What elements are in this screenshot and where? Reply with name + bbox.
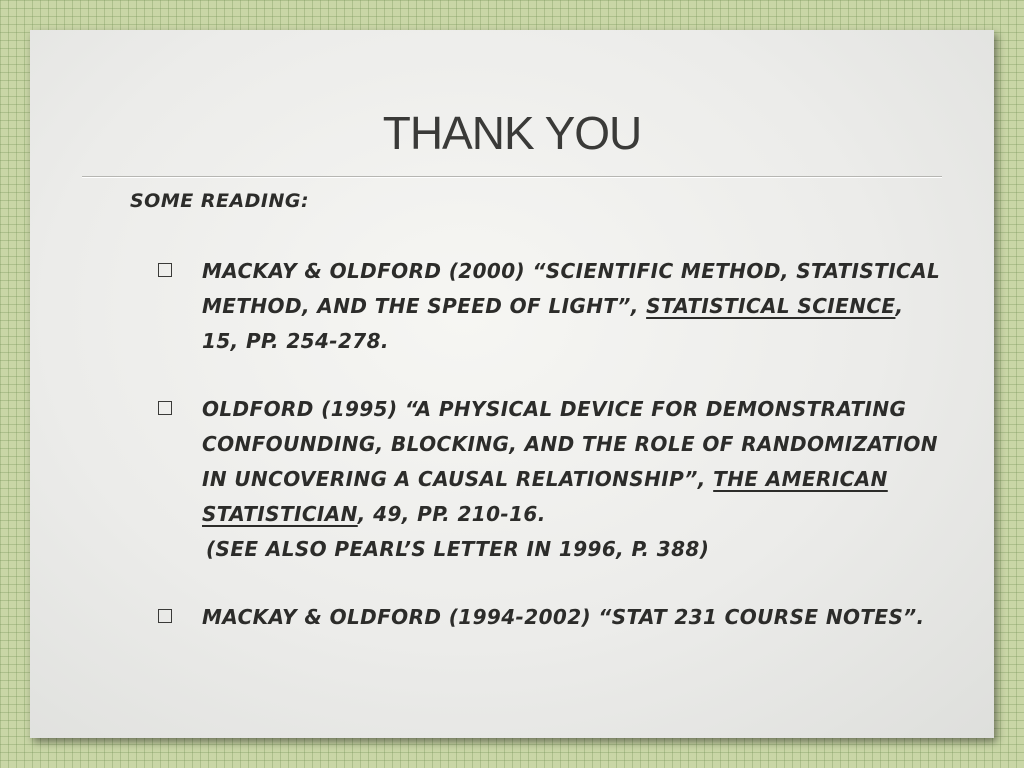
reading-heading: SOME READING:	[130, 190, 310, 212]
reference-2-journal: THE AMERICAN STATISTICIAN	[202, 467, 888, 526]
reference-2-details: , 49, PP. 210-16.	[357, 502, 546, 526]
title-divider	[82, 176, 942, 178]
reference-3-text: MACKAY & OLDFORD (1994-2002) “STAT 231 COURSE NOTES”.	[202, 605, 925, 629]
reference-2-note: (SEE ALSO PEARL’S LETTER IN 1996, P. 388)	[206, 537, 710, 561]
reference-item-3	[154, 600, 944, 635]
reference-1-text: MACKAY & OLDFORD (2000) “SCIENTIFIC METHOD, STATISTICAL METHOD, AND THE SPEED OF LIGHT”,	[202, 259, 941, 318]
reference-1-details: , 15, PP. 254-278.	[202, 294, 904, 353]
slide	[30, 30, 994, 738]
reference-1-journal: STATISTICAL SCIENCE	[646, 294, 896, 318]
reference-2-text: OLDFORD (1995) “A PHYSICAL DEVICE FOR DEMONSTRATING CONFOUNDING, BLOCKING, AND THE ROLE OF RANDOMIZATION IN UNCOVERING A CAUSAL RELATIONSHIP”,	[202, 397, 938, 491]
reference-list	[154, 254, 944, 668]
slide-title: THANK YOU	[382, 107, 642, 159]
reference-item-2	[154, 392, 944, 567]
reference-item-1	[154, 254, 944, 359]
checkbox-bullet-icon	[158, 609, 172, 623]
checkbox-bullet-icon	[158, 401, 172, 415]
checkbox-bullet-icon	[158, 263, 172, 277]
